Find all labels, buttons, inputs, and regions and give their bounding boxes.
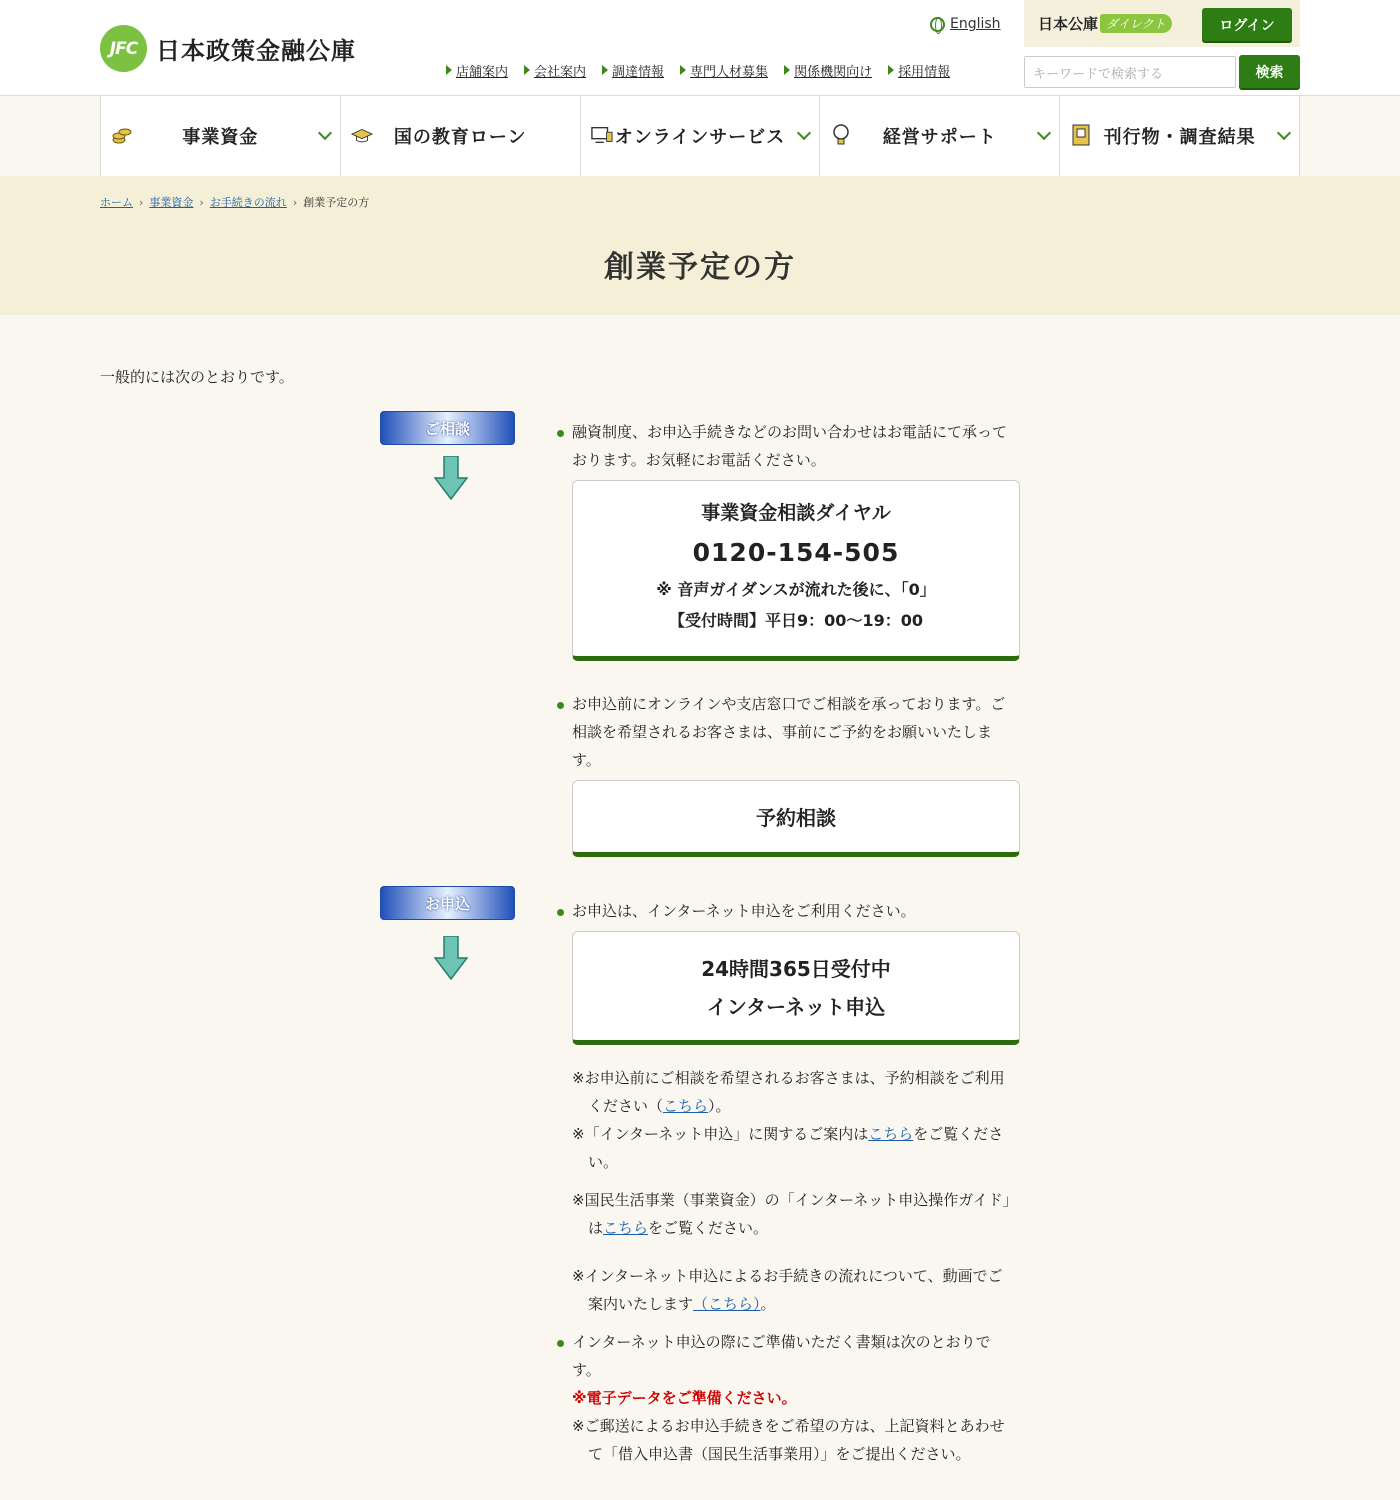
breadcrumb bbox=[100, 194, 369, 210]
logo-text: 日本政策金融公庫 bbox=[156, 37, 356, 65]
coins-icon bbox=[111, 124, 133, 146]
apply-note-video bbox=[572, 1262, 1012, 1318]
login-button[interactable]: ログイン bbox=[1202, 8, 1292, 41]
graduation-cap-icon bbox=[351, 124, 373, 146]
utility-link-recruit[interactable]: 採用情報 bbox=[888, 61, 950, 80]
note-text: ※国民生活事業（事業資金）の「インターネット申込操作ガイド」は bbox=[572, 1191, 1011, 1237]
nav-label: オンラインサービス bbox=[614, 127, 786, 148]
postal-application-note: ※ご郵送によるお申込手続きをご希望の方は、上記資料とあわせて「借入申込書（国民生活事業用）」をご提出ください。 bbox=[572, 1417, 1005, 1463]
search-input[interactable]: キーワードで検索する bbox=[1024, 56, 1236, 88]
jfc-logo-mark: JFC bbox=[100, 25, 147, 72]
apply-note-reservation bbox=[572, 1064, 1012, 1120]
reservation-here-link[interactable]: こちら bbox=[663, 1097, 709, 1115]
dial-hours: 【受付時間】平日9：00〜19：00 bbox=[669, 611, 923, 630]
internet-guide-here-link[interactable]: こちら bbox=[868, 1125, 914, 1143]
note-text: ※「インターネット申込」に関するご案内は bbox=[572, 1125, 869, 1143]
utility-link-specialist[interactable]: 専門人材募集 bbox=[680, 61, 768, 80]
intro-text: 一般的には次のとおりです。 bbox=[100, 368, 294, 386]
apply-note-manual bbox=[572, 1186, 1012, 1242]
note-text: をご覧ください。 bbox=[588, 1125, 1004, 1171]
english-link[interactable] bbox=[930, 16, 1001, 32]
utility-link-stores[interactable]: 店舗案内 bbox=[446, 61, 508, 80]
direct-name: 日本公庫 bbox=[1038, 15, 1099, 33]
breadcrumb-business-funds[interactable]: 事業資金 bbox=[149, 196, 194, 209]
nav-label: 国の教育ローン bbox=[393, 127, 527, 148]
utility-nav bbox=[446, 61, 950, 80]
operation-guide-here-link[interactable]: こちら bbox=[603, 1219, 649, 1237]
nav-publications[interactable] bbox=[1060, 96, 1300, 176]
apply-documents-text: インターネット申込の際にご準備いただく書類は次のとおりです。 bbox=[555, 1328, 1015, 1384]
apply-card-line1: 24時間365日受付中 bbox=[701, 957, 891, 981]
chevron-right-icon: › bbox=[199, 195, 204, 209]
dial-number[interactable]: 0120-154-505 bbox=[692, 538, 900, 567]
chevron-down-icon bbox=[318, 126, 332, 140]
chevron-down-icon bbox=[1277, 126, 1291, 140]
nav-label: 刊行物・調査結果 bbox=[1103, 127, 1256, 148]
direct-badge: ダイレクト bbox=[1100, 14, 1172, 33]
utility-link-procurement[interactable]: 調達情報 bbox=[602, 61, 664, 80]
note-text: 。 bbox=[760, 1295, 776, 1313]
dial-note: ※ 音声ガイダンスが流れた後に、「0」 bbox=[656, 580, 936, 599]
nav-label: 経営サポート bbox=[882, 127, 997, 148]
search-button[interactable]: 検索 bbox=[1239, 55, 1300, 88]
computer-icon bbox=[591, 124, 613, 146]
global-nav bbox=[100, 96, 1300, 176]
reservation-button[interactable]: 予約相談 bbox=[572, 780, 1020, 857]
note-text: ）。 bbox=[708, 1097, 731, 1115]
page-title: 創業予定の方 bbox=[604, 250, 796, 285]
site-logo[interactable] bbox=[100, 25, 356, 72]
consult-dial-card bbox=[572, 480, 1020, 661]
nav-online-services[interactable] bbox=[581, 96, 821, 176]
down-arrow-icon bbox=[434, 936, 468, 980]
lightbulb-icon bbox=[830, 124, 852, 146]
step-badge-apply: お申込 bbox=[380, 886, 515, 920]
nav-label: 事業資金 bbox=[182, 127, 259, 148]
direct-panel bbox=[1024, 0, 1300, 47]
english-label: English bbox=[950, 16, 1001, 32]
page-hero bbox=[0, 176, 1400, 315]
nav-education-loan[interactable] bbox=[341, 96, 581, 176]
chevron-down-icon bbox=[797, 126, 811, 140]
utility-link-company[interactable]: 会社案内 bbox=[524, 61, 586, 80]
down-arrow-icon bbox=[434, 456, 468, 500]
apply-card-line2: インターネット申込 bbox=[706, 995, 886, 1019]
chevron-down-icon bbox=[1037, 126, 1051, 140]
electronic-data-notice: ※電子データをご準備ください。 bbox=[572, 1389, 797, 1407]
globe-icon bbox=[930, 17, 945, 32]
breadcrumb-procedure-flow[interactable]: お手続きの流れ bbox=[209, 196, 287, 209]
chevron-right-icon: › bbox=[292, 195, 298, 209]
breadcrumb-home[interactable]: ホーム bbox=[100, 196, 133, 209]
consult-phone-text: 融資制度、お申込手続きなどのお問い合わせはお電話にて承っております。お気軽にお電話ください。 bbox=[555, 418, 1015, 474]
nav-management-support[interactable] bbox=[820, 96, 1060, 176]
chevron-right-icon: › bbox=[139, 195, 144, 209]
note-text: をご覧ください。 bbox=[648, 1219, 769, 1237]
site-header bbox=[0, 0, 1400, 96]
step-badge-consult: ご相談 bbox=[380, 411, 515, 445]
utility-link-institutions[interactable]: 関係機関向け bbox=[784, 61, 872, 80]
publication-icon bbox=[1070, 124, 1092, 146]
dial-title: 事業資金相談ダイヤル bbox=[701, 502, 891, 524]
apply-note-guide bbox=[572, 1120, 1012, 1176]
note-text: ※お申込前にご相談を希望されるお客さまは、予約相談をご利用ください（ bbox=[572, 1069, 1005, 1115]
consult-reservation-text: お申込前にオンラインや支店窓口でご相談を承っております。ご相談を希望されるお客さまは、事前にご予約をお願いいたします。 bbox=[555, 690, 1015, 774]
internet-apply-button[interactable] bbox=[572, 931, 1020, 1045]
nav-business-funds[interactable] bbox=[101, 96, 341, 176]
apply-internet-text: お申込は、インターネット申込をご利用ください。 bbox=[555, 897, 1015, 925]
video-here-link[interactable]: （こちら） bbox=[693, 1295, 761, 1313]
note-text: ※インターネット申込によるお手続きの流れについて、動画でご案内いたします bbox=[572, 1267, 1003, 1313]
breadcrumb-current: 創業予定の方 bbox=[303, 196, 370, 209]
